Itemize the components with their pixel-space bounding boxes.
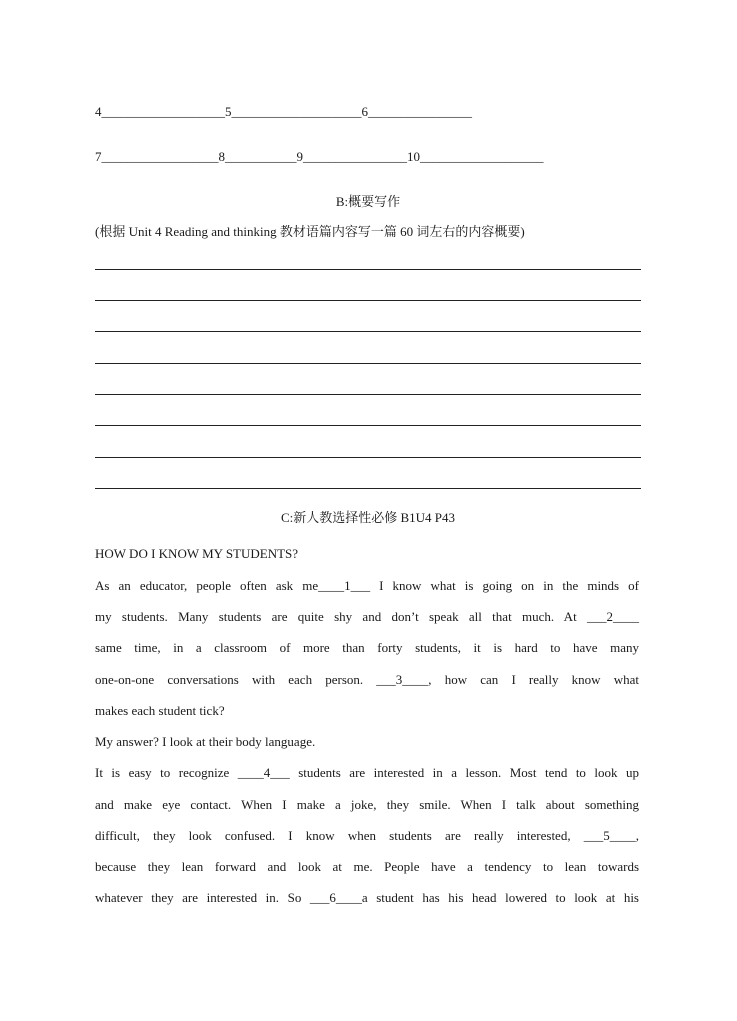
passage-line: My answer? I look at their body language. xyxy=(95,734,316,749)
section-c-title: C:新人教选择性必修 B1U4 P43 xyxy=(280,510,456,525)
passage-line: It is easy to recognize ____4___ students are interested in a lesson. Most tend to look up xyxy=(95,765,639,780)
writing-line xyxy=(95,425,641,426)
passage-line: same time, in a classroom of more than forty students, it is hard to have many xyxy=(95,640,639,655)
blank-row-7-10: 7__________________8___________9________________10___________________ xyxy=(95,149,544,164)
blank-row-4-6: 4___________________5____________________6________________ xyxy=(95,104,472,119)
passage-title: HOW DO I KNOW MY STUDENTS? xyxy=(95,546,299,561)
passage-line: difficult, they look confused. I know when students are really interested, ___5____, xyxy=(95,828,639,843)
passage-line: makes each student tick? xyxy=(95,703,225,718)
passage-line: because they lean forward and look at me. People have a tendency to lean towards xyxy=(95,859,639,874)
writing-line xyxy=(95,300,641,301)
passage-line: whatever they are interested in. So ___6____a student has his head lowered to look at his xyxy=(95,890,639,905)
section-b-title: B:概要写作 xyxy=(335,194,401,209)
writing-line xyxy=(95,363,641,364)
writing-line xyxy=(95,457,641,458)
passage-line: As an educator, people often ask me____1___ I know what is going on in the minds of xyxy=(95,578,639,593)
writing-line xyxy=(95,488,641,489)
writing-line xyxy=(95,269,641,270)
writing-line xyxy=(95,331,641,332)
passage-line: and make eye contact. When I make a joke, they smile. When I talk about something xyxy=(95,797,639,812)
passage-line: one-on-one conversations with each person. ___3____, how can I really know what xyxy=(95,672,639,687)
writing-line xyxy=(95,394,641,395)
passage-line: my students. Many students are quite shy and don’t speak all that much. At ___2____ xyxy=(95,609,639,624)
section-b-instruction: (根据 Unit 4 Reading and thinking 教材语篇内容写一篇 60 词左右的内容概要) xyxy=(95,224,525,239)
